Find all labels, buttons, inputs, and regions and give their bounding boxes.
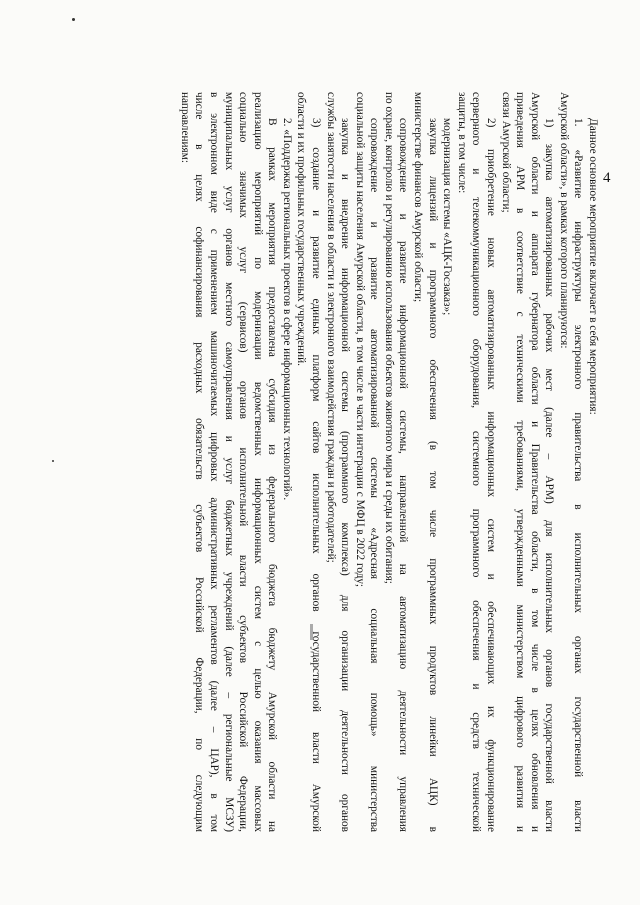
text-line: социально значимых услуг (сервисов) органов исполнительной власти субъектов Российской Федерации, — [237, 92, 250, 832]
scan-speck — [52, 460, 54, 462]
text-line: реализацию мероприятий по модернизации ведомственных информационных систем с целью оказания массовых — [251, 92, 264, 832]
text-line: 3) создание и развитие единых платформ сайтов исполнительных органов государственной власти Амурской — [310, 118, 323, 832]
text-line: Амурской области и аппарата губернатора области и Правительства области, в том числе в целях обновления и — [528, 92, 541, 832]
text-line: 2) приобретение новых автоматизированных информационных систем и обеспечивающих их функционирование — [484, 118, 497, 832]
text-line: социальной защиты населения Амурской области, в том числе в части интеграции с МФЦ в 2022 году; — [353, 92, 366, 588]
text-line: 1) закупка автоматизированных рабочих мест (далее – АРМ) для исполнительных органов государственной власти — [543, 118, 556, 832]
text-line: модернизация системы «АЦК-Госзаказ»; — [441, 118, 454, 316]
text-line: по охране, контролю и регулированию использования объектов животного мира и среды их обитания; — [382, 92, 395, 584]
page-number: 4 — [603, 170, 611, 186]
text-line: 2. «Поддержка региональных проектов в сфере информационных технологий». — [280, 118, 293, 501]
text-line: в электронном виде с применением машиночитаемых цифровых административных регламентов (далее – ЦАР), в том — [207, 92, 220, 832]
text-line: Амурской области», в рамках которого планируются: — [557, 92, 570, 349]
text-line: приведения АРМ в соответствие с техническими требованиями, утвержденными министерством цифрового развития и — [514, 92, 527, 832]
text-line: направлениям: — [178, 92, 191, 164]
text-line: службы занятости населения в области и электронного взаимодействия граждан и работодателей; — [324, 92, 337, 563]
text-line: муниципальных услуг органов местного самоуправления и услуг бюджетных учреждений (далее – региональные МСЗУ) — [222, 92, 235, 832]
text-line: сопровождение и развитие автоматизированной системы «Адресная социальная помощь» министерства — [368, 118, 381, 832]
text-line: закупка и внедрение информационной системы (программного комплекса) для организации деятельности органов — [339, 118, 352, 832]
text-line: области и их профильных государственных учреждений. — [295, 92, 308, 366]
text-line: защиты, в том числе: — [455, 92, 468, 194]
text-line: числе в целях софинансирования расходных обязательств субъектов Российской Федерации, по следующим — [193, 92, 206, 832]
text-line: В рамках мероприятия предоставлена субсидия из федерального бюджета бюджету Амурской области на — [266, 118, 279, 832]
text-line: связи Амурской области; — [499, 92, 512, 213]
scan-speck — [72, 18, 75, 21]
text-line: Данное основное мероприятие включает в себя мероприятия: — [587, 118, 599, 415]
text-line: министерстве финансов Амурской области; — [412, 92, 425, 303]
text-line: 1. «Развитие инфраструктуры электронного правительства в исполнительных органах государственной власти — [572, 118, 585, 832]
text-line: закупка лицензий и программного обеспечения (в том числе программных продуктов линейки АЦК) в — [426, 118, 439, 832]
text-line: сопровождение и развитие информационной системы, направленной на автоматизацию деятельности управления — [397, 118, 410, 832]
rotated-body-text — [177, 92, 600, 832]
text-line: серверного и телекоммуникационного оборудования, системного программного обеспечения и средств технической — [470, 92, 483, 832]
